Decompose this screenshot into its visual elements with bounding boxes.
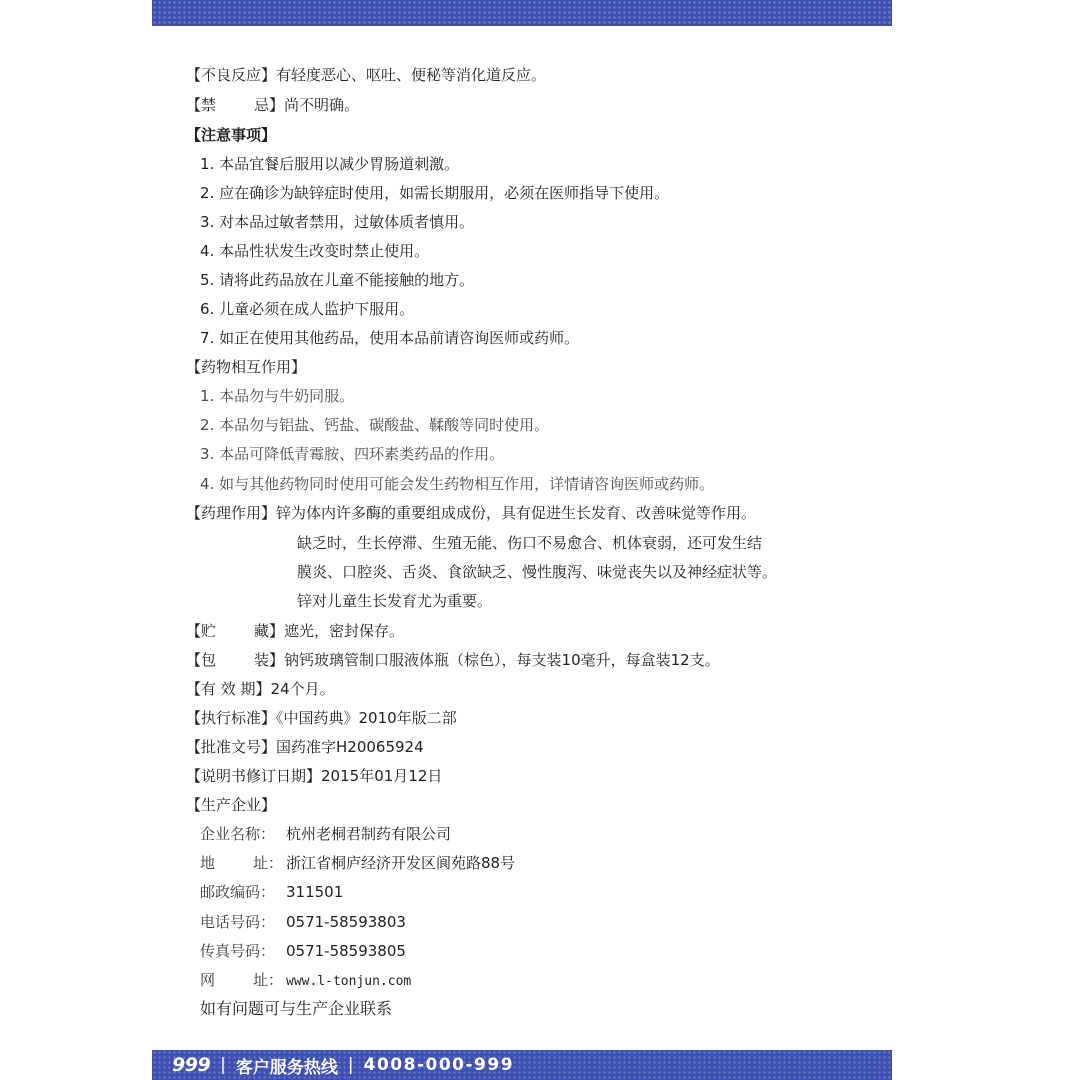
approval-label: 【批准文号】 <box>186 738 277 756</box>
adverse-text: 有轻度恶心、呕吐、便秘等消化道反应。 <box>276 66 547 84</box>
precautions-heading: 【注意事项】 <box>186 126 277 144</box>
manufacturer-postcode-row <box>200 881 343 903</box>
contra-text: 尚不明确。 <box>284 96 360 114</box>
postcode-value: 311501 <box>286 883 344 901</box>
precaution-item: 2. 应在确诊为缺锌症时使用，如需长期服用，必须在医师指导下使用。 <box>200 184 670 202</box>
adverse-label: 【不良反应】 <box>186 66 277 84</box>
postcode-key: 邮政编码： <box>200 883 276 901</box>
manufacturer-address-key <box>200 852 286 874</box>
standard-label: 【执行标准】 <box>186 709 277 727</box>
contra-label-close: 忌】 <box>254 96 285 114</box>
manufacturer-address-value: 浙江省桐庐经济开发区阆苑路88号 <box>286 854 516 872</box>
footer-separator: | <box>220 1055 226 1075</box>
pharmacology-label: 【药理作用】 <box>186 504 277 522</box>
manufacturer-tel-row <box>200 911 406 933</box>
precaution-item: 6. 儿童必须在成人监护下服用。 <box>200 300 415 318</box>
validity-row <box>186 678 335 700</box>
web-key-b: 址： <box>253 971 284 989</box>
addr-key-b: 址： <box>253 854 284 872</box>
interactions-heading: 【药物相互作用】 <box>186 358 307 376</box>
manufacturer-heading: 【生产企业】 <box>186 796 277 814</box>
brand-logo: 999 <box>172 1054 211 1076</box>
pharmacology-line: 膜炎、口腔炎、舌炎、食欲缺乏、慢性腹泻、味觉丧失以及神经症状等。 <box>297 563 778 581</box>
manufacturer-fax-row <box>200 940 406 962</box>
contact-note: 如有问题可与生产企业联系 <box>200 999 393 1018</box>
precaution-item: 5. 请将此药品放在儿童不能接触的地方。 <box>200 271 475 289</box>
footer-band <box>152 1050 892 1080</box>
fax-value: 0571-58593805 <box>286 942 406 960</box>
pharmacology-line: 缺乏时，生长停滞、生殖无能、伤口不易愈合、机体衰弱，还可发生结 <box>297 534 763 552</box>
storage-label-open: 【贮 <box>186 622 217 640</box>
manufacturer-web-row <box>200 969 411 993</box>
manufacturer-name-value: 杭州老桐君制药有限公司 <box>286 825 452 843</box>
standard-row <box>186 707 457 729</box>
packaging-text: 钠钙玻璃管制口服液体瓶（棕色），每支装10毫升，每盒装12支。 <box>284 651 720 669</box>
packaging-row <box>186 649 720 671</box>
contra-label-open: 【禁 <box>186 96 217 114</box>
approval-text: 国药准字H20065924 <box>276 738 424 756</box>
tel-value: 0571-58593803 <box>286 913 406 931</box>
adverse-reactions-row <box>186 64 546 86</box>
footer-separator: | <box>347 1055 354 1075</box>
validity-text: 24个月。 <box>270 680 335 698</box>
validity-label: 【有 效 期】 <box>186 680 271 698</box>
manufacturer-name-key: 企业名称： <box>200 825 276 843</box>
storage-row <box>186 620 404 642</box>
hotline-phone[interactable]: 4008-000-999 <box>363 1055 515 1075</box>
contraindications-row <box>186 94 359 116</box>
interaction-item: 1. 本品勿与牛奶同服。 <box>200 387 355 405</box>
interaction-item: 4. 如与其他药物同时使用可能会发生药物相互作用，详情请咨询医师或药师。 <box>200 475 715 493</box>
revision-row <box>186 765 442 787</box>
pharmacology-line: 锌对儿童生长发育尤为重要。 <box>297 592 493 610</box>
manufacturer-address-row <box>200 852 515 874</box>
tel-key: 电话号码： <box>200 913 276 931</box>
approval-row <box>186 736 424 758</box>
packaging-label-close: 装】 <box>254 651 285 669</box>
addr-key-a: 地 <box>200 854 216 872</box>
revision-text: 2015年01月12日 <box>321 767 443 785</box>
packaging-label-open: 【包 <box>186 651 217 669</box>
web-key <box>200 969 286 991</box>
pharmacology-row <box>186 502 756 524</box>
manufacturer-name-row <box>200 823 451 845</box>
hotline-label: 客户服务热线 <box>235 1057 338 1078</box>
precaution-item: 7. 如正在使用其他药品，使用本品前请咨询医师或药师。 <box>200 329 580 347</box>
precaution-item: 4. 本品性状发生改变时禁止使用。 <box>200 242 430 260</box>
interaction-item: 3. 本品可降低青霉胺、四环素类药品的作用。 <box>200 445 505 463</box>
storage-text: 遮光，密封保存。 <box>284 622 405 640</box>
standard-text: 《中国药典》2010年版二部 <box>276 709 457 727</box>
fax-key: 传真号码： <box>200 942 276 960</box>
revision-label: 【说明书修订日期】 <box>186 767 322 785</box>
precaution-item: 3. 对本品过敏者禁用，过敏体质者慎用。 <box>200 213 475 231</box>
web-key-a: 网 <box>200 971 216 989</box>
top-decorative-band <box>152 0 892 26</box>
website-link[interactable]: www.l-tonjun.com <box>286 974 412 989</box>
storage-label-close: 藏】 <box>254 622 285 640</box>
pharmacology-line: 锌为体内许多酶的重要组成成份，具有促进生长发育、改善味觉等作用。 <box>276 504 757 522</box>
precaution-item: 1. 本品宜餐后服用以减少胃肠道刺激。 <box>200 155 460 173</box>
interaction-item: 2. 本品勿与铝盐、钙盐、碳酸盐、鞣酸等同时使用。 <box>200 416 550 434</box>
